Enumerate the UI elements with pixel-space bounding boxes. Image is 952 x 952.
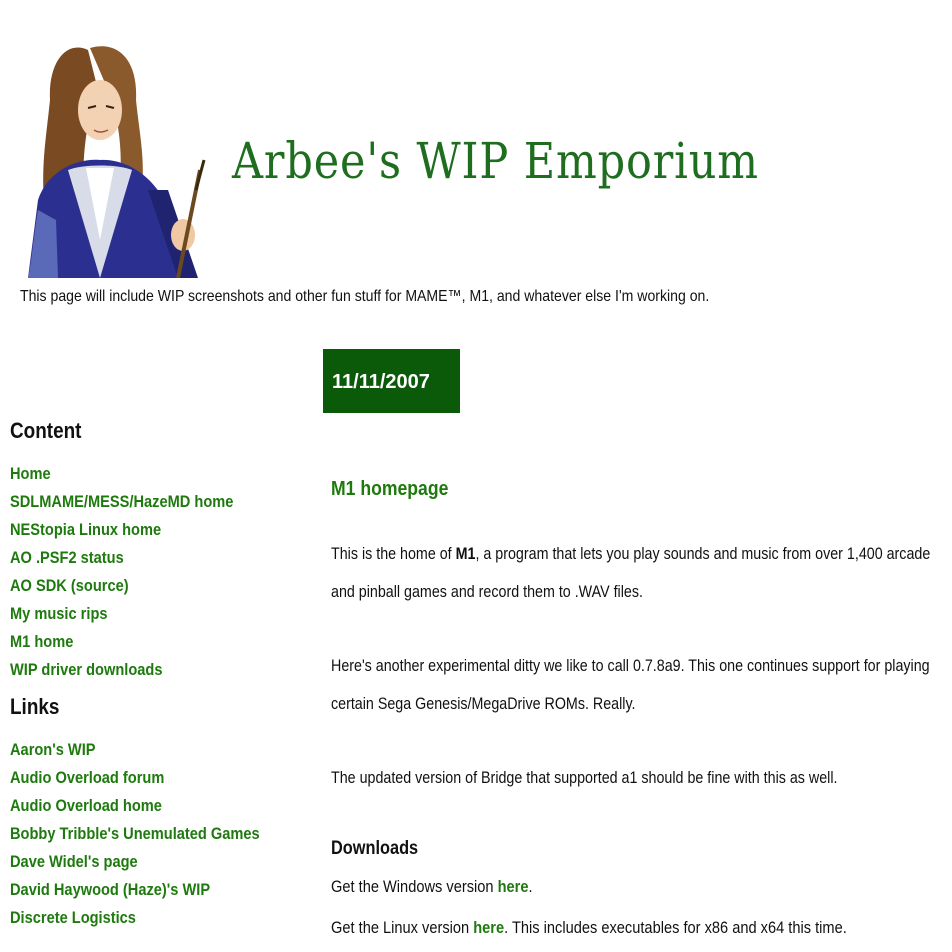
sidebar-link-wip-downloads[interactable]: WIP driver downloads: [10, 660, 163, 679]
sidebar-link-home[interactable]: Home: [10, 464, 51, 483]
windows-download-link[interactable]: here: [497, 877, 529, 896]
sidebar: [10, 418, 290, 932]
list-item: [10, 656, 290, 684]
sidebar-link-dave-widel[interactable]: Dave Widel's page: [10, 852, 138, 871]
list-item: [10, 572, 290, 600]
sidebar-link-discrete-logistics[interactable]: Discrete Logistics: [10, 908, 136, 927]
list-item: [10, 600, 290, 628]
windows-download-line: Get the Windows version here.: [331, 877, 533, 896]
downloads-heading: Downloads: [331, 838, 419, 859]
sidebar-link-bobby-tribble[interactable]: Bobby Tribble's Unemulated Games: [10, 824, 260, 843]
list-item: [10, 516, 290, 544]
post-date-badge: 11/11/2007: [323, 349, 460, 413]
content-heading: Content: [10, 418, 82, 443]
list-item: [10, 736, 290, 764]
sidebar-link-david-haywood[interactable]: David Haywood (Haze)'s WIP: [10, 880, 211, 899]
links-heading: Links: [10, 694, 60, 719]
list-item: [10, 848, 290, 876]
list-item: [10, 488, 290, 516]
linux-download-link[interactable]: here: [473, 918, 505, 937]
banner-character-image: [28, 40, 210, 278]
list-item: [10, 460, 290, 488]
post-paragraph-1: This is the home of M1, a program that lets you play sounds and music from over 1,400 arcade and pinball games and record them to .WAV files.: [331, 544, 931, 601]
list-item: [10, 544, 290, 572]
post-title: M1 homepage: [331, 478, 449, 500]
content-link-list: [10, 460, 290, 684]
site-title: Arbee's WIP Emporium: [232, 132, 759, 190]
sidebar-link-m1-home[interactable]: M1 home: [10, 632, 74, 651]
list-item: [10, 820, 290, 848]
m1-bold-text: M1: [455, 544, 476, 563]
sidebar-link-ao-sdk[interactable]: AO SDK (source): [10, 576, 129, 595]
sidebar-link-ao-psf2[interactable]: AO .PSF2 status: [10, 548, 124, 567]
sidebar-link-nestopia[interactable]: NEStopia Linux home: [10, 520, 162, 539]
external-link-list: [10, 736, 290, 932]
sidebar-link-ao-home[interactable]: Audio Overload home: [10, 796, 162, 815]
sidebar-link-sdlmame[interactable]: SDLMAME/MESS/HazeMD home: [10, 492, 234, 511]
sidebar-link-music-rips[interactable]: My music rips: [10, 604, 108, 623]
list-item: [10, 628, 290, 656]
list-item: [10, 792, 290, 820]
post-paragraph-2: Here's another experimental ditty we like to call 0.7.8a9. This one continues support for playing certain Sega Genesis/MegaDrive ROMs. Really.: [331, 656, 930, 713]
list-item: [10, 764, 290, 792]
sidebar-link-ao-forum[interactable]: Audio Overload forum: [10, 768, 165, 787]
list-item: [10, 904, 290, 932]
sidebar-link-aarons-wip[interactable]: Aaron's WIP: [10, 740, 96, 759]
list-item: [10, 876, 290, 904]
intro-text: This page will include WIP screenshots and other fun stuff for MAME™, M1, and whatever else I'm working on.: [20, 288, 710, 305]
post-paragraph-3: The updated version of Bridge that supported a1 should be fine with this as well.: [331, 768, 838, 787]
linux-download-line: Get the Linux version here. This includes executables for x86 and x64 this time.: [331, 918, 847, 937]
